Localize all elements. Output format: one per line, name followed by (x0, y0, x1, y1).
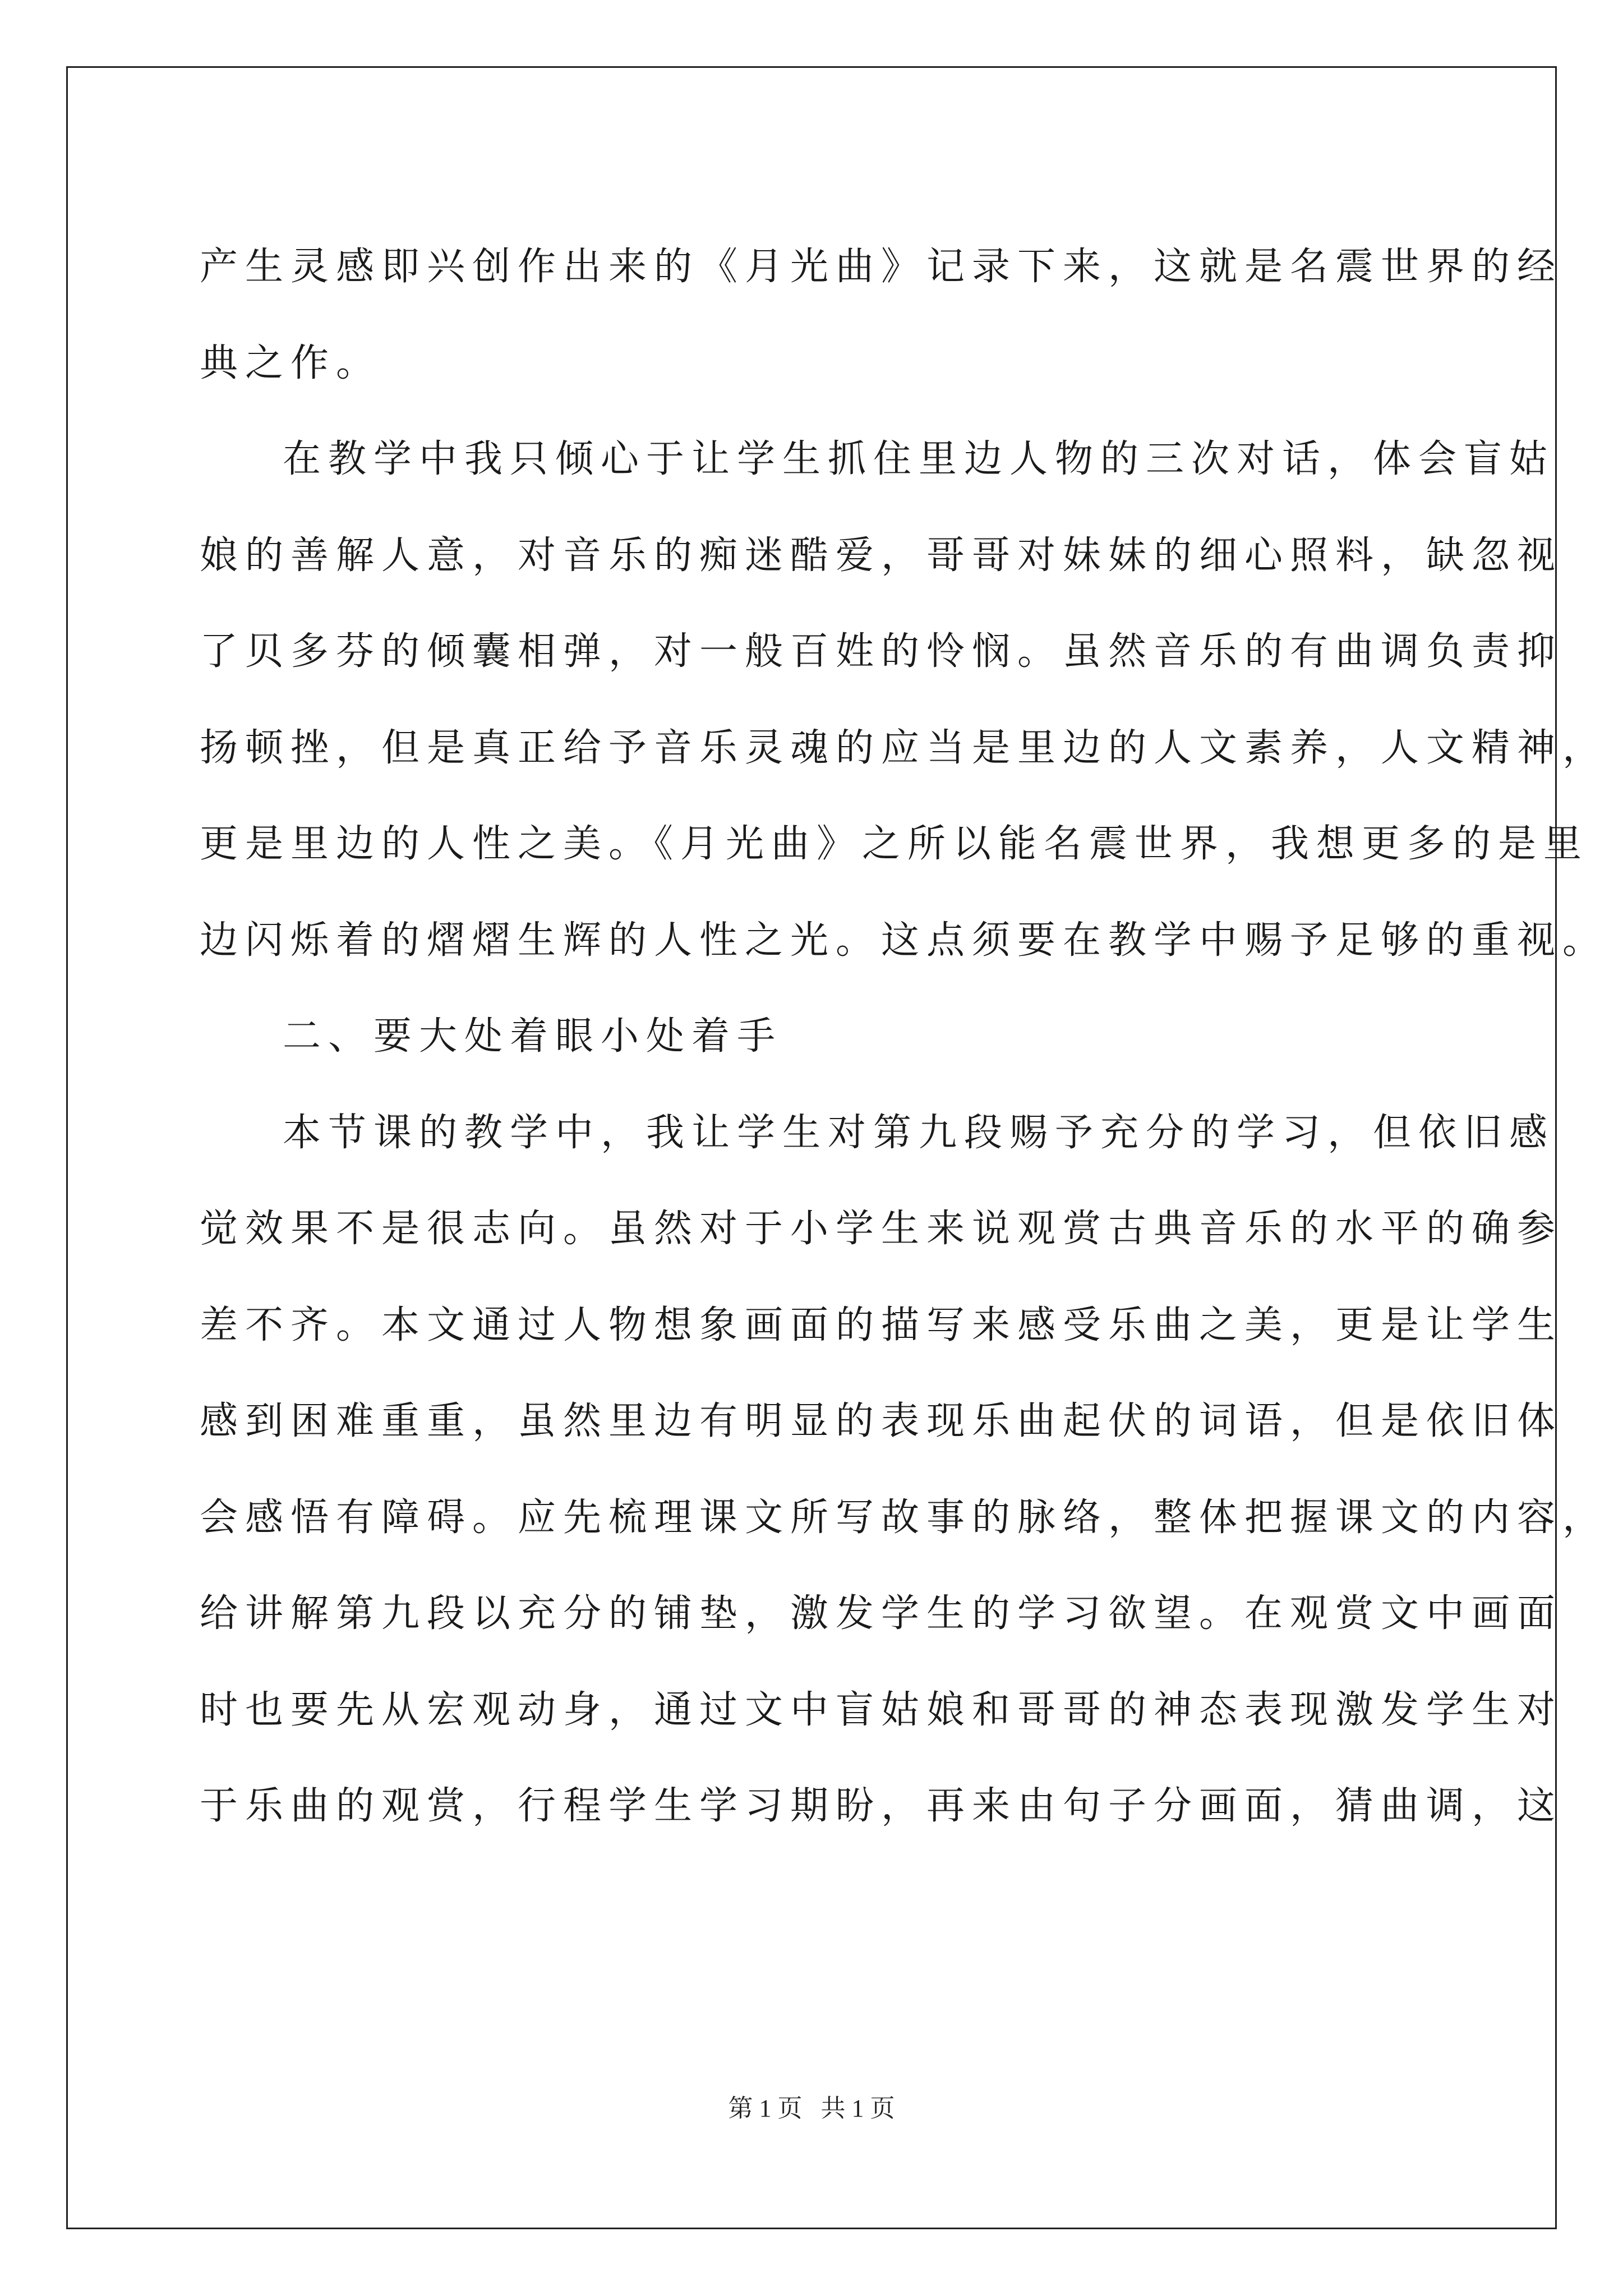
text-line: 给讲解第九段以充分的铺垫，激发学生的学习欲望。在观赏文中画面 (200, 1591, 1563, 1636)
text-line: 产生灵感即兴创作出来的《月光曲》记录下来，这就是名震世界的经 (200, 245, 1563, 289)
text-line: 了贝多芬的倾囊相弹，对一般百姓的怜悯。虽然音乐的有曲调负责抑 (200, 629, 1563, 674)
page-number-footer: 第 1 页 共 1 页 (728, 2095, 895, 2122)
text-line: 典之作。 (200, 341, 382, 385)
text-line: 更是里边的人性之美。《月光曲》之所以能名震世界，我想更多的是里 (200, 822, 1589, 866)
text-line: 于乐曲的观赏，行程学生学习期盼，再来由句子分画面，猜曲调，这 (200, 1784, 1563, 1828)
text-line: 时也要先从宏观动身，通过文中盲姑娘和哥哥的神态表现激发学生对 (200, 1687, 1563, 1732)
text-line: 会感悟有障碍。应先梳理课文所写故事的脉络，整体把握课文的内容， (200, 1495, 1608, 1540)
text-line: 娘的善解人意，对音乐的痴迷酷爱，哥哥对妹妹的细心照料，缺忽视 (200, 533, 1563, 578)
text-line: 边闪烁着的熠熠生辉的人性之光。这点须要在教学中赐予足够的重视。 (200, 918, 1608, 963)
text-line: 觉效果不是很志向。虽然对于小学生来说观赏古典音乐的水平的确参 (200, 1207, 1563, 1251)
text-line: 扬顿挫，但是真正给予音乐灵魂的应当是里边的人文素养，人文精神， (200, 725, 1608, 770)
text-line: 感到困难重重，虽然里边有明显的表现乐曲起伏的词语，但是依旧体 (200, 1399, 1563, 1443)
document-body (200, 219, 1608, 1855)
text-line: 差不齐。本文通过人物想象画面的描写来感受乐曲之美，更是让学生 (200, 1303, 1563, 1347)
paragraph-start-line: 本节课的教学中，我让学生对第九段赐予充分的学习，但依旧感 (283, 1110, 1555, 1155)
section-heading: 二、要大处着眼小处着手 (283, 1014, 783, 1059)
paragraph-start-line: 在教学中我只倾心于让学生抓住里边人物的三次对话，体会盲姑 (283, 437, 1555, 481)
